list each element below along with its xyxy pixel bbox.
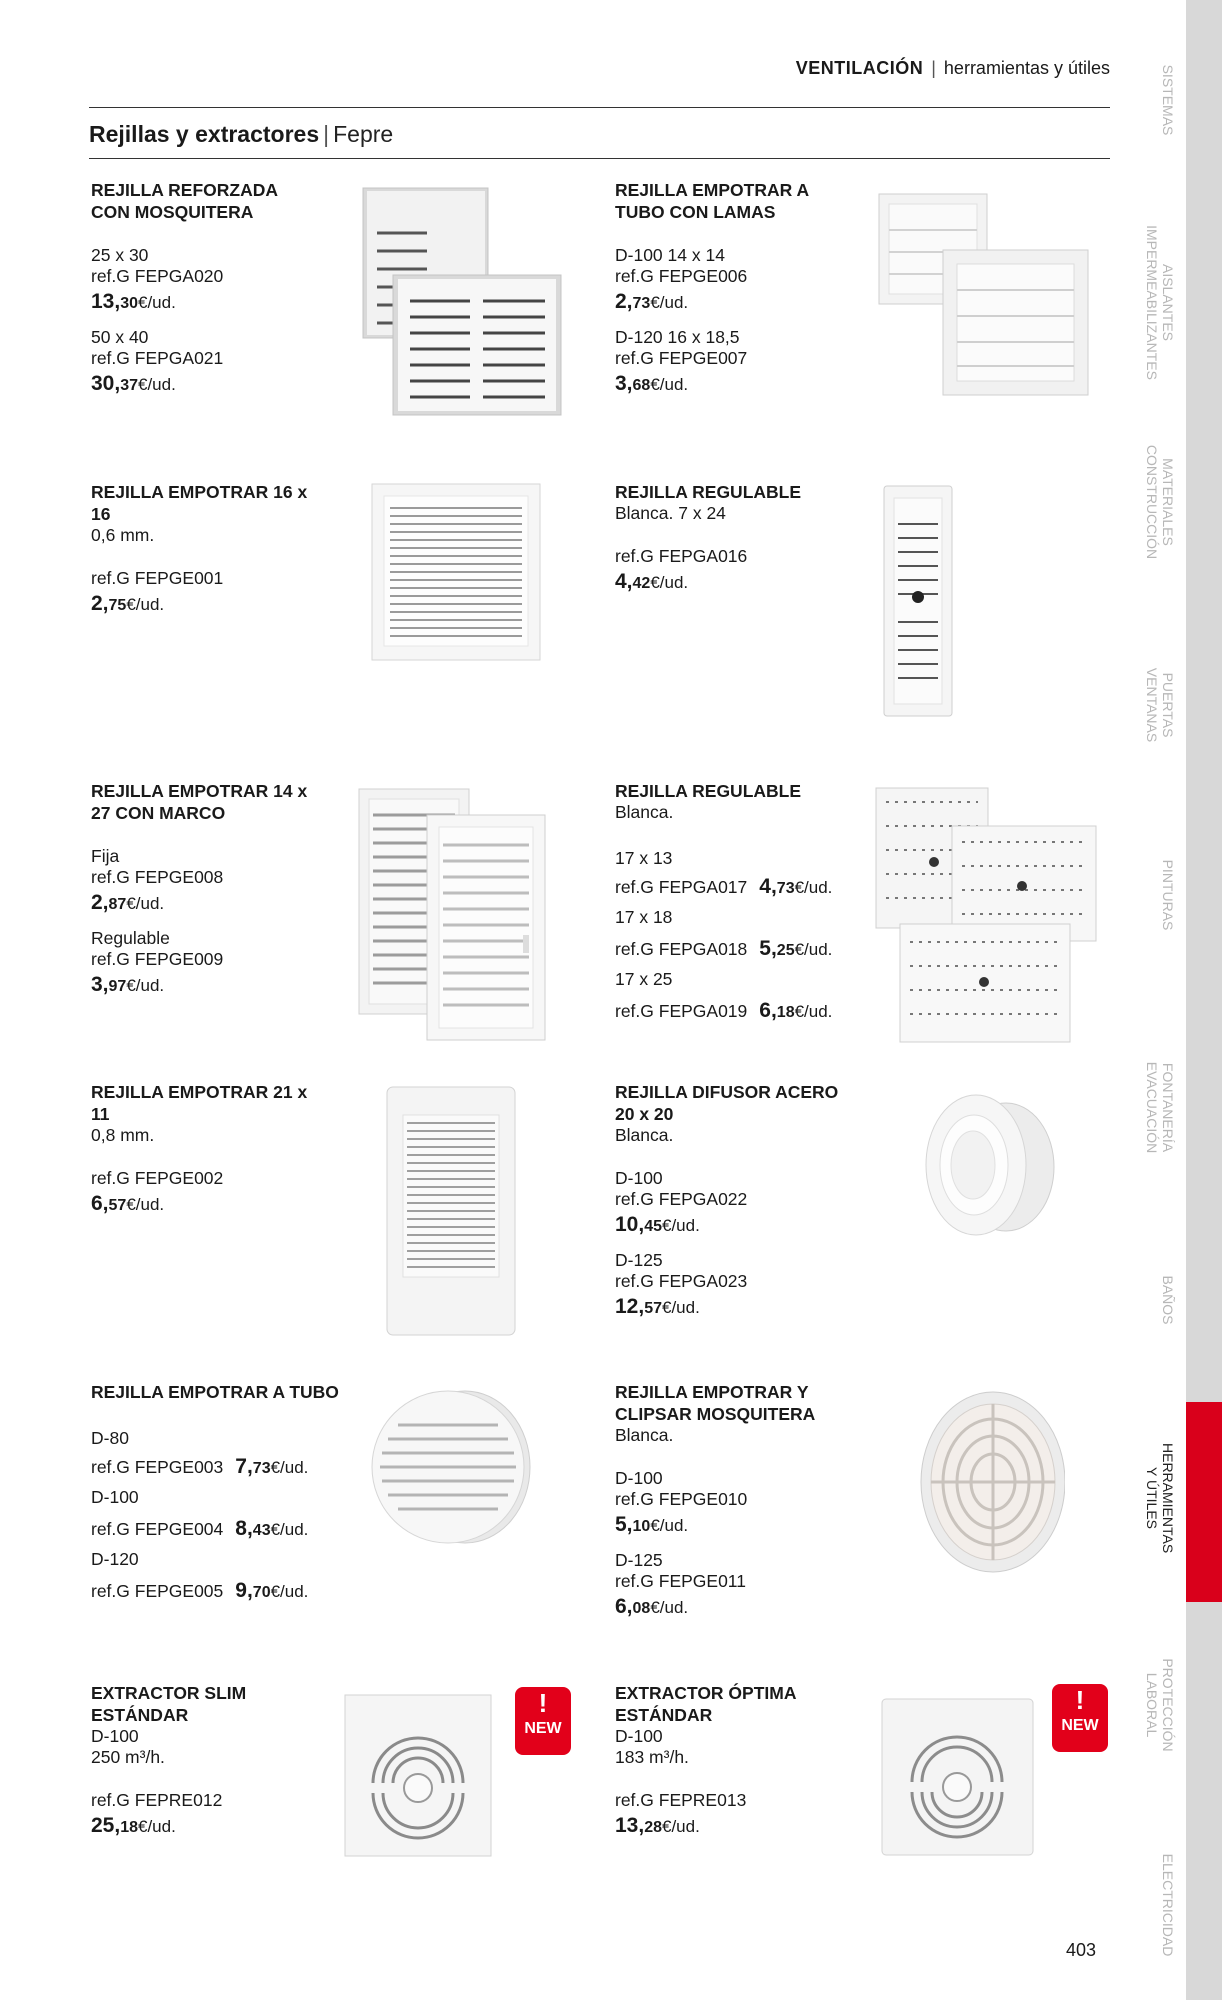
product-card <box>615 1381 875 1632</box>
title-rule <box>89 158 1110 159</box>
product-size: D-125 <box>615 1250 663 1270</box>
product-ref: ref.G FEPRE013 <box>615 1790 747 1810</box>
product-name: REJILLA REFORZADA CON MOSQUITERA <box>91 180 278 222</box>
product-price <box>91 970 321 1002</box>
price-dec: 18 <box>776 1004 795 1021</box>
price-int: 2, <box>91 592 109 615</box>
price-dec: 37 <box>120 377 138 394</box>
page-number: 403 <box>1066 1940 1097 1960</box>
product-price <box>615 1592 875 1624</box>
product-ref: ref.G FEPGA020 <box>91 266 224 286</box>
header-separator: | <box>931 58 936 78</box>
product-size: D-100 <box>91 1487 139 1507</box>
product-price <box>615 287 845 319</box>
product-image-extractor-optima <box>880 1697 1035 1857</box>
price-unit: €/ud. <box>650 293 689 312</box>
product-image-clip-grille <box>915 1390 1065 1575</box>
price-dec: 30 <box>120 295 138 312</box>
price-unit: €/ud. <box>270 1458 309 1477</box>
price-dec: 10 <box>632 1518 651 1535</box>
price-dec: 43 <box>252 1522 271 1539</box>
product-name: EXTRACTOR SLIM ESTÁNDAR <box>91 1683 247 1725</box>
product-size: D-120 <box>91 1549 139 1569</box>
product-image-diffuser <box>918 1085 1058 1245</box>
product-ref: ref.G FEPGA019 <box>615 1001 748 1021</box>
price-dec: 18 <box>120 1819 138 1836</box>
product-image-rect-grille <box>385 1085 517 1337</box>
product-ref: ref.G FEPGE006 <box>615 266 748 286</box>
product-flow: 183 m³/h. <box>615 1747 689 1767</box>
side-label-banos: BAÑOS <box>1160 1275 1176 1325</box>
product-name: REJILLA REGULABLE <box>615 482 802 502</box>
side-tab-proteccion[interactable] <box>1186 1602 1222 1803</box>
product-price <box>235 1575 308 1608</box>
product-ref: ref.G FEPGA021 <box>91 348 224 368</box>
product-price <box>91 1189 321 1221</box>
product-option-row <box>615 871 875 902</box>
side-tab-fontaneria[interactable] <box>1186 1001 1222 1203</box>
side-label-sistemas: SISTEMAS <box>1160 64 1176 136</box>
product-size: 17 x 25 <box>615 969 673 989</box>
product-size: D-80 <box>91 1428 129 1448</box>
product-name: REJILLA EMPOTRAR 21 x 11 <box>91 1082 308 1124</box>
product-desc: Blanca. <box>615 802 674 822</box>
price-unit: €/ud. <box>270 1582 309 1601</box>
price-int: 5, <box>615 1513 633 1536</box>
product-option-row <box>91 1451 351 1482</box>
product-image-square-grille <box>370 482 542 662</box>
product-option-row <box>91 1513 351 1544</box>
product-image-round-grille <box>370 1385 535 1550</box>
product-ref: ref.G FEPGA016 <box>615 546 748 566</box>
side-label-puertas: PUERTAS VENTANAS <box>1144 667 1176 743</box>
product-card <box>91 481 321 629</box>
price-dec: 75 <box>108 597 127 614</box>
product-price <box>235 1451 308 1484</box>
page-title-main: Rejillas y extractores <box>89 121 320 147</box>
price-int: 2, <box>615 290 633 313</box>
product-price <box>91 1811 321 1843</box>
side-label-electricidad: ELECTRICIDAD <box>1160 1853 1176 1957</box>
product-price <box>759 995 832 1028</box>
page-title-brand: Fepre <box>333 121 394 147</box>
product-card <box>91 1381 351 1606</box>
side-tab-sistemas[interactable] <box>1186 0 1222 201</box>
product-name: REJILLA DIFUSOR ACERO 20 x 20 <box>615 1082 839 1124</box>
product-option-row <box>615 933 875 964</box>
product-card <box>91 1682 321 1851</box>
product-desc: Blanca. 7 x 24 <box>615 503 726 523</box>
product-ref: ref.G FEPGE004 <box>91 1519 224 1539</box>
price-unit: €/ud. <box>126 976 165 995</box>
product-desc: 0,8 mm. <box>91 1125 155 1145</box>
price-dec: 45 <box>644 1218 662 1235</box>
price-unit: €/ud. <box>138 1817 176 1836</box>
product-price <box>759 933 832 966</box>
price-int: 2, <box>91 891 109 914</box>
price-int: 6, <box>759 999 777 1022</box>
price-unit: €/ud. <box>650 1516 689 1535</box>
product-ref: ref.G FEPGE008 <box>91 867 224 887</box>
side-tab-materiales[interactable] <box>1186 401 1222 602</box>
product-image-framed-grille <box>355 785 550 1045</box>
product-ref: ref.G FEPGA022 <box>615 1189 748 1209</box>
product-image-grille-mosquito <box>355 183 570 418</box>
product-ref: ref.G FEPGE001 <box>91 568 224 588</box>
side-tab-pinturas[interactable] <box>1186 801 1222 1002</box>
price-int: 13, <box>91 290 121 313</box>
product-price <box>91 287 321 319</box>
price-int: 4, <box>759 875 777 898</box>
side-tab-banos[interactable] <box>1186 1202 1222 1403</box>
price-int: 10, <box>615 1213 645 1236</box>
product-size: 17 x 13 <box>615 848 673 868</box>
product-name: REJILLA EMPOTRAR 14 x 27 CON MARCO <box>91 781 308 823</box>
product-name: REJILLA EMPOTRAR 16 x 16 <box>91 482 308 524</box>
side-label-pinturas: PINTURAS <box>1160 859 1176 931</box>
price-int: 6, <box>615 1595 633 1618</box>
product-price <box>615 567 845 599</box>
price-int: 25, <box>91 1814 121 1837</box>
new-badge <box>515 1687 571 1755</box>
price-unit: €/ud. <box>126 894 165 913</box>
product-ref: ref.G FEPGA017 <box>615 877 748 897</box>
product-option-row <box>615 995 875 1026</box>
product-size: D-100 <box>615 1468 663 1488</box>
side-tab-electricidad[interactable] <box>1186 1802 1222 2001</box>
product-name: REJILLA EMPOTRAR Y CLIPSAR MOSQUITERA <box>615 1382 816 1424</box>
title-separator: | <box>323 121 330 147</box>
product-card <box>91 1081 321 1229</box>
price-int: 3, <box>91 973 109 996</box>
price-dec: 73 <box>252 1460 271 1477</box>
product-card <box>615 1682 845 1851</box>
product-image-adjustable-grille-set <box>874 786 1099 1046</box>
price-dec: 70 <box>252 1584 271 1601</box>
product-ref: ref.G FEPGE011 <box>615 1571 746 1591</box>
product-size: D-100 <box>615 1168 663 1188</box>
price-dec: 97 <box>108 978 127 995</box>
price-int: 4, <box>615 570 633 593</box>
price-int: 9, <box>235 1579 253 1602</box>
product-price <box>235 1513 308 1546</box>
new-label: NEW <box>1061 1717 1099 1734</box>
product-name: EXTRACTOR ÓPTIMA ESTÁNDAR <box>615 1683 796 1725</box>
product-size: 17 x 18 <box>615 907 673 927</box>
product-ref: ref.G FEPGE007 <box>615 348 748 368</box>
product-price <box>91 369 321 401</box>
price-dec: 42 <box>632 575 651 592</box>
product-price <box>759 871 832 904</box>
price-unit: €/ud. <box>270 1520 309 1539</box>
product-size: D-120 16 x 18,5 <box>615 327 740 347</box>
product-ref: ref.G FEPGE002 <box>91 1168 224 1188</box>
price-dec: 73 <box>632 295 651 312</box>
side-tab-aislantes[interactable] <box>1186 200 1222 402</box>
price-dec: 87 <box>108 896 127 913</box>
product-card <box>615 179 845 409</box>
price-unit: €/ud. <box>794 940 833 959</box>
product-image-louvre-grille <box>875 190 1095 400</box>
price-unit: €/ud. <box>662 1298 700 1317</box>
price-unit: €/ud. <box>126 595 165 614</box>
price-int: 13, <box>615 1814 645 1837</box>
side-label-fontaneria: FONTANERÍA EVACUACIÓN <box>1144 1061 1176 1154</box>
alert-icon: ! <box>538 1688 548 1718</box>
price-dec: 25 <box>776 942 795 959</box>
price-int: 8, <box>235 1517 253 1540</box>
product-price <box>615 1210 845 1242</box>
side-tab-puertas[interactable] <box>1186 601 1222 802</box>
price-unit: €/ud. <box>138 375 176 394</box>
product-name: REJILLA REGULABLE <box>615 781 802 801</box>
product-flow: 250 m³/h. <box>91 1747 165 1767</box>
header-rule <box>89 107 1110 108</box>
product-card <box>615 481 845 607</box>
product-price <box>91 589 321 621</box>
product-ref: ref.G FEPGE005 <box>91 1581 224 1601</box>
product-price <box>615 1510 875 1542</box>
price-dec: 57 <box>108 1197 127 1214</box>
price-int: 30, <box>91 372 121 395</box>
price-unit: €/ud. <box>794 878 833 897</box>
product-option-row <box>91 1575 351 1606</box>
product-image-adjustable-grille <box>882 484 954 719</box>
price-int: 5, <box>759 937 777 960</box>
product-card <box>615 1081 845 1332</box>
price-int: 3, <box>615 372 633 395</box>
product-card <box>91 179 321 409</box>
side-label-aislantes: AISLANTES IMPERMEABILIZANTES <box>1144 225 1176 380</box>
product-size: 25 x 30 <box>91 245 149 265</box>
price-unit: €/ud. <box>126 1195 165 1214</box>
product-card <box>91 780 321 1010</box>
product-price <box>91 888 321 920</box>
price-int: 12, <box>615 1295 645 1318</box>
product-desc: D-100 <box>615 1726 663 1746</box>
new-label: NEW <box>524 1720 562 1737</box>
side-label-herramientas: HERRAMIENTAS Y ÚTILES <box>1144 1443 1176 1554</box>
section-title: VENTILACIÓN <box>795 58 924 78</box>
new-badge <box>1052 1684 1108 1752</box>
price-int: 7, <box>235 1455 253 1478</box>
product-ref: ref.G FEPGE003 <box>91 1457 224 1477</box>
product-ref: ref.G FEPGA023 <box>615 1271 748 1291</box>
product-desc: Blanca. <box>615 1425 674 1445</box>
price-dec: 08 <box>632 1600 651 1617</box>
subsection-title: herramientas y útiles <box>943 58 1110 78</box>
price-dec: 68 <box>632 377 651 394</box>
product-size: Fija <box>91 846 120 866</box>
product-name: REJILLA EMPOTRAR A TUBO <box>91 1382 339 1402</box>
running-header <box>90 58 1110 88</box>
price-unit: €/ud. <box>794 1002 833 1021</box>
product-desc: 0,6 mm. <box>91 525 155 545</box>
product-price <box>615 1811 845 1843</box>
price-unit: €/ud. <box>650 1598 689 1617</box>
product-ref: ref.G FEPGE009 <box>91 949 224 969</box>
product-image-extractor-slim <box>343 1693 493 1858</box>
page-title <box>89 121 393 148</box>
product-size: Regulable <box>91 928 170 948</box>
product-ref: ref.G FEPRE012 <box>91 1790 223 1810</box>
price-unit: €/ud. <box>650 375 689 394</box>
price-dec: 73 <box>776 880 795 897</box>
product-ref: ref.G FEPGE010 <box>615 1489 748 1509</box>
product-size: D-100 14 x 14 <box>615 245 725 265</box>
product-size: D-125 <box>615 1550 663 1570</box>
price-unit: €/ud. <box>650 573 689 592</box>
side-label-materiales: MATERIALES CONSTRUCCIÓN <box>1144 444 1176 560</box>
price-dec: 28 <box>644 1819 662 1836</box>
price-dec: 57 <box>644 1300 662 1317</box>
product-price <box>615 1292 845 1324</box>
price-int: 6, <box>91 1192 109 1215</box>
product-card <box>615 780 875 1026</box>
product-desc: Blanca. <box>615 1125 674 1145</box>
product-price <box>615 369 845 401</box>
price-unit: €/ud. <box>662 1216 700 1235</box>
side-label-proteccion: PROTECCIÓN LABORAL <box>1144 1658 1176 1752</box>
product-size: 50 x 40 <box>91 327 149 347</box>
price-unit: €/ud. <box>138 293 176 312</box>
price-unit: €/ud. <box>662 1817 700 1836</box>
side-tab-herramientas[interactable] <box>1186 1402 1222 1603</box>
alert-icon: ! <box>1075 1685 1085 1715</box>
product-name: REJILLA EMPOTRAR A TUBO CON LAMAS <box>615 180 809 222</box>
product-desc: D-100 <box>91 1726 139 1746</box>
product-ref: ref.G FEPGA018 <box>615 939 748 959</box>
